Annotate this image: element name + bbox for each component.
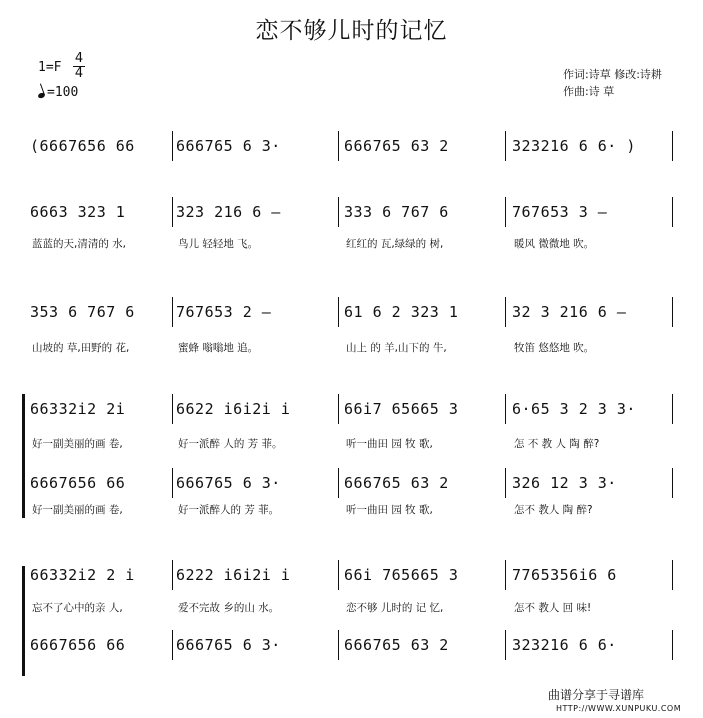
credit-lyricist: 作词:诗草 修改:诗耕 — [563, 68, 662, 81]
lyric-line: 好一派醉 人的 芳 菲。 — [178, 438, 283, 450]
bar-line — [172, 630, 173, 660]
measure: 6663 323 1 — [30, 203, 126, 221]
measure: 326 12 3 3· — [512, 474, 617, 492]
lyric-line: 暖风 微微地 吹。 — [514, 238, 595, 250]
lyric-line: 鸟儿 轻轻地 飞。 — [178, 238, 259, 250]
quarter-note-icon — [37, 92, 45, 99]
bar-line — [338, 468, 339, 498]
bar-line — [172, 131, 173, 161]
measure: 6667656 66 — [30, 474, 126, 492]
bar-line — [672, 468, 673, 498]
measure: 323216 6 6· — [512, 636, 617, 654]
lyric-line: 好一副美丽的画 卷, — [32, 438, 123, 450]
lyric-line: 山上 的 羊,山下的 牛, — [346, 342, 447, 354]
measure: 32 3 216 6 – — [512, 303, 627, 321]
lyric-line: 听一曲田 园 牧 歌, — [346, 504, 433, 516]
bar-line — [505, 197, 506, 227]
lyric-line: 好一副美丽的画 卷, — [32, 504, 123, 516]
measure: 6222 i6i2i i — [176, 566, 291, 584]
time-signature — [72, 52, 86, 81]
lyric-line: 怎不 教人 陶 醉? — [514, 504, 593, 516]
measure: 6·65 3 2 3 3· — [512, 400, 636, 418]
lyric-line: 恋不够 儿时的 记 忆, — [346, 602, 444, 614]
lyric-line: 爱不完故 乡的山 水。 — [178, 602, 280, 614]
lyric-line: 红红的 瓦,绿绿的 树, — [346, 238, 444, 250]
lyric-line: 蜜蜂 嗡嗡地 追。 — [178, 342, 259, 354]
bar-line — [505, 560, 506, 590]
measure: 666765 63 2 — [344, 636, 449, 654]
bar-line — [672, 560, 673, 590]
measure: 323 216 6 – — [176, 203, 281, 221]
bar-line — [172, 297, 173, 327]
bar-line — [172, 468, 173, 498]
lyric-line: 怎 不 教 人 陶 醉? — [514, 438, 600, 450]
measure: 66332i2 2i — [30, 400, 126, 418]
credits — [563, 66, 662, 100]
measure: 61 6 2 323 1 — [344, 303, 459, 321]
measure: 7765356i6 6 — [512, 566, 617, 584]
bar-line — [338, 197, 339, 227]
bar-line — [505, 131, 506, 161]
credit-composer: 作曲:诗 草 — [563, 85, 615, 98]
bar-line — [172, 394, 173, 424]
time-signature-top: 4 — [74, 51, 84, 66]
repeat-bar — [22, 566, 25, 676]
measure: 666765 63 2 — [344, 474, 449, 492]
measure: (6667656 66 — [30, 137, 135, 155]
measure: 6622 i6i2i i — [176, 400, 291, 418]
bar-line — [672, 630, 673, 660]
song-title: 恋不够儿时的记忆 — [255, 18, 448, 44]
bar-line — [672, 297, 673, 327]
repeat-bar — [22, 394, 25, 518]
bar-line — [672, 131, 673, 161]
bar-line — [338, 297, 339, 327]
measure: 6667656 66 — [30, 636, 126, 654]
measure: 666765 6 3· — [176, 474, 281, 492]
bar-line — [505, 394, 506, 424]
lyric-line: 忘不了心中的亲 人, — [32, 602, 123, 614]
bar-line — [338, 394, 339, 424]
bar-line — [505, 468, 506, 498]
bar-line — [338, 560, 339, 590]
bar-line — [505, 297, 506, 327]
measure: 66i 765665 3 — [344, 566, 459, 584]
lyric-line: 山坡的 草,田野的 花, — [32, 342, 130, 354]
bar-line — [338, 131, 339, 161]
bar-line — [338, 630, 339, 660]
measure: 333 6 767 6 — [344, 203, 449, 221]
measure: 767653 2 – — [176, 303, 272, 321]
time-signature-bottom: 4 — [74, 66, 84, 81]
measure: 666765 6 3· — [176, 636, 281, 654]
measure: 66332i2 2 i — [30, 566, 135, 584]
lyric-line: 听一曲田 园 牧 歌, — [346, 438, 433, 450]
tempo-value: =100 — [47, 85, 79, 100]
bar-line — [505, 630, 506, 660]
key-signature: 1=F — [38, 60, 62, 75]
measure: 767653 3 – — [512, 203, 608, 221]
measure: 66i7 65665 3 — [344, 400, 459, 418]
measure: 323216 6 6· ) — [512, 137, 636, 155]
lyric-line: 牧笛 悠悠地 吹。 — [514, 342, 595, 354]
lyric-line: 蓝蓝的天,清清的 水, — [32, 238, 127, 250]
bar-line — [672, 394, 673, 424]
tempo-marking — [38, 85, 78, 100]
measure: 353 6 767 6 — [30, 303, 135, 321]
bar-line — [172, 197, 173, 227]
lyric-line: 怎不 教人 回 味! — [514, 602, 592, 614]
bar-line — [172, 560, 173, 590]
lyric-line: 好一派醉人的 芳 菲。 — [178, 504, 280, 516]
bar-line — [672, 197, 673, 227]
footer-url: HTTP://WWW.XUNPUKU.COM — [556, 704, 682, 713]
measure: 666765 63 2 — [344, 137, 449, 155]
measure: 666765 6 3· — [176, 137, 281, 155]
footer-site: 曲谱分享于寻谱库 — [548, 688, 645, 702]
